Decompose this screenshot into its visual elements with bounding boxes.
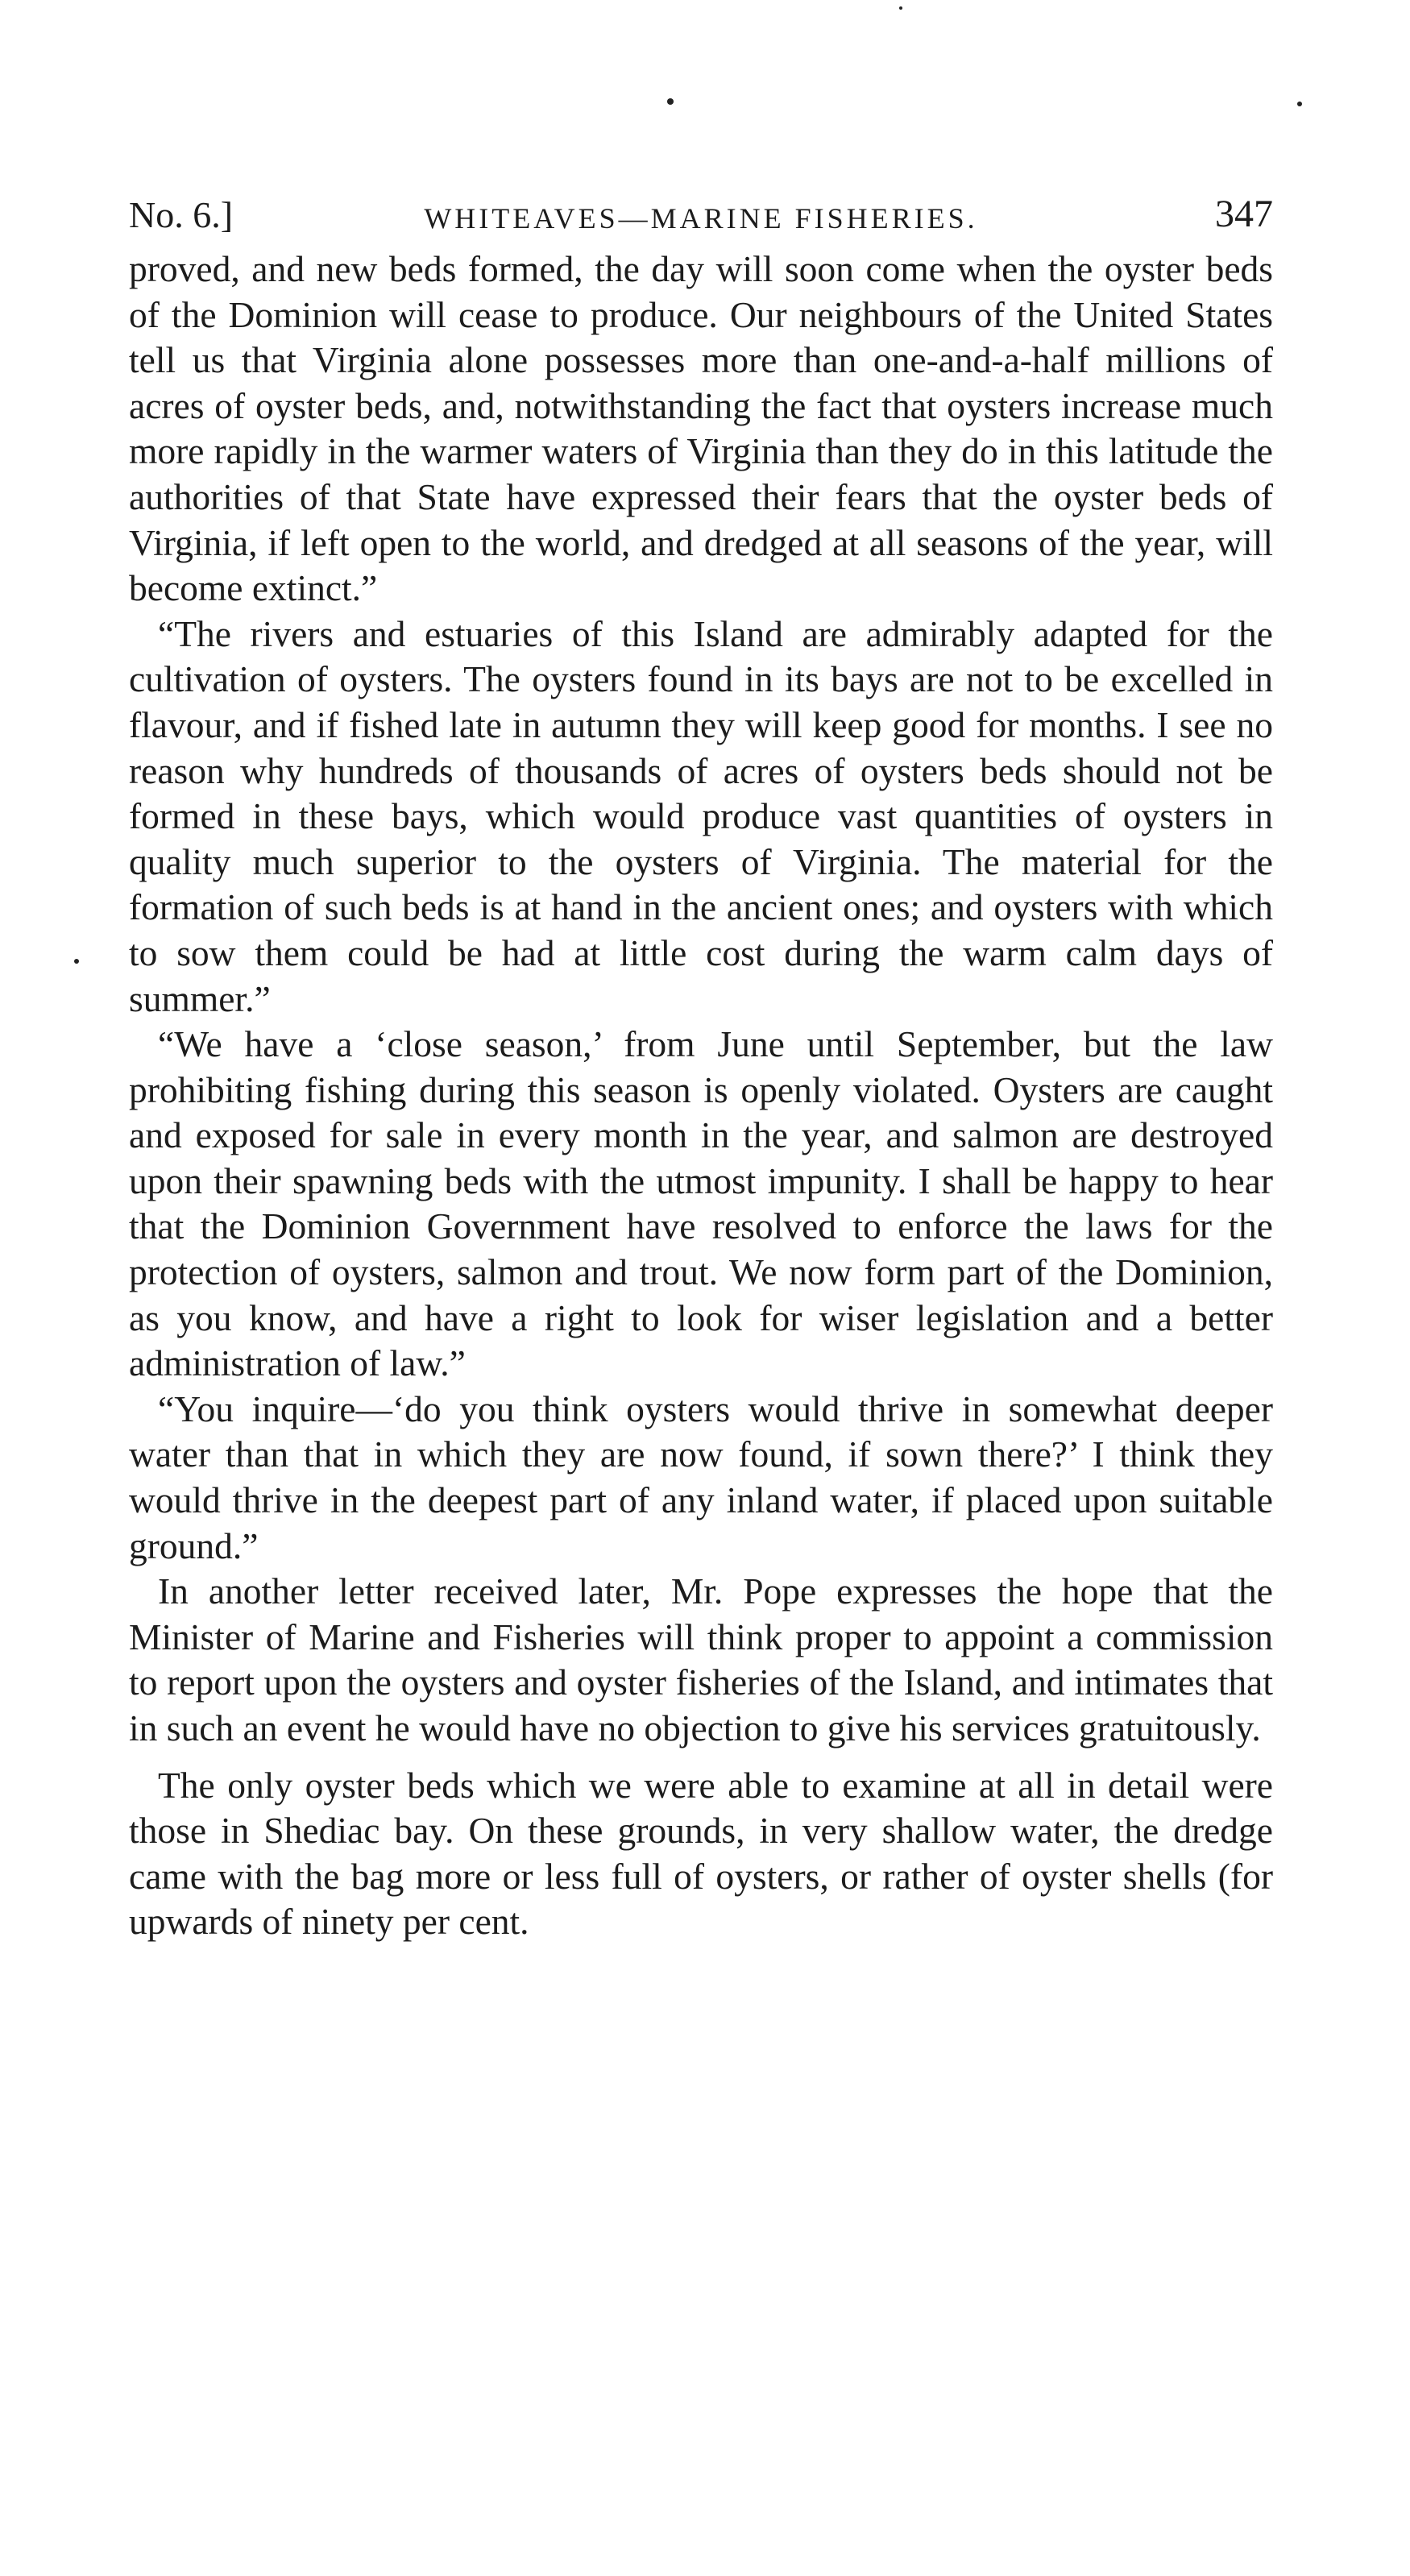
paragraph: “We have a ‘close season,’ from June until September, but the law prohibiting fishing during this season is openly violated. Oysters are caught and exposed for sale in every month in the year, and salmon are destroyed upon their spawning beds with the utmost impunity. I shall be happy to hear that the Dominion Government have resolved to enforce the laws for the protection of oysters, salmon and trout. We now form part of the Dominion, as you know, and have a right to look for wiser legislation and a better administration of law.”	[129, 1023, 1273, 1384]
paragraph: proved, and new beds formed, the day will soon come when the oyster beds of the Dominion will cease to produce. Our neighbours of the United States tell us that Virginia alone possesses more than one-and-a-half millions of acres of oyster beds, and, notwithstanding the fact that oysters increase much more rapidly in the warmer waters of Virginia than they do in this latitude the authorities of that State have expressed their fears that the oyster beds of Virginia, if left open to the world, and dredged at all seasons of the year, will become extinct.”	[129, 248, 1273, 609]
scan-speck	[667, 98, 674, 105]
running-title: WHITEAVES—MARINE FISHERIES.	[424, 202, 978, 234]
paragraph: “The rivers and estuaries of this Island are admirably adapted for the cultivation of oysters. The oysters found in its bays are not to be excelled in flavour, and if fished late in autumn they will keep good for months. I see no reason why hundreds of thousands of acres of oysters beds should not be formed in these bays, which would produce vast quantities of oysters in quality much superior to the oysters of Virginia. The material for the formation of such beds is at hand in the ancient ones; and oysters with which to sow them could be had at little cost during the warm calm days of summer.”	[129, 612, 1273, 1019]
scan-speck	[74, 959, 79, 964]
paragraph: “You inquire—‘do you think oysters would thrive in somewhat deeper water than that in which they are now found, if sown there?’ I think they would thrive in the deepest part of any inland water, if placed upon suitable ground.”	[129, 1388, 1273, 1566]
book-page	[129, 177, 1273, 1945]
body-text	[129, 247, 1273, 1945]
issue-number: No. 6.]	[129, 194, 234, 235]
paragraph: In another letter received later, Mr. Pope expresses the hope that the Minister of Marine and Fisheries will think proper to appoint a commission to report upon the oysters and oyster fisheries of the Island, and intimates that in such an event he would have no objection to give his services gratuitously.	[129, 1570, 1273, 1748]
page-number: 347	[1215, 193, 1273, 235]
running-head	[129, 177, 1273, 242]
scan-speck	[1297, 102, 1302, 106]
scan-speck	[899, 6, 902, 10]
paragraph: The only oyster beds which we were able to examine at all in detail were those in Shediac bay. On these grounds, in very shallow water, the dredge came with the bag more or less full of oysters, or rather of oyster shells (for upwards of ninety per cent.	[129, 1764, 1273, 1943]
